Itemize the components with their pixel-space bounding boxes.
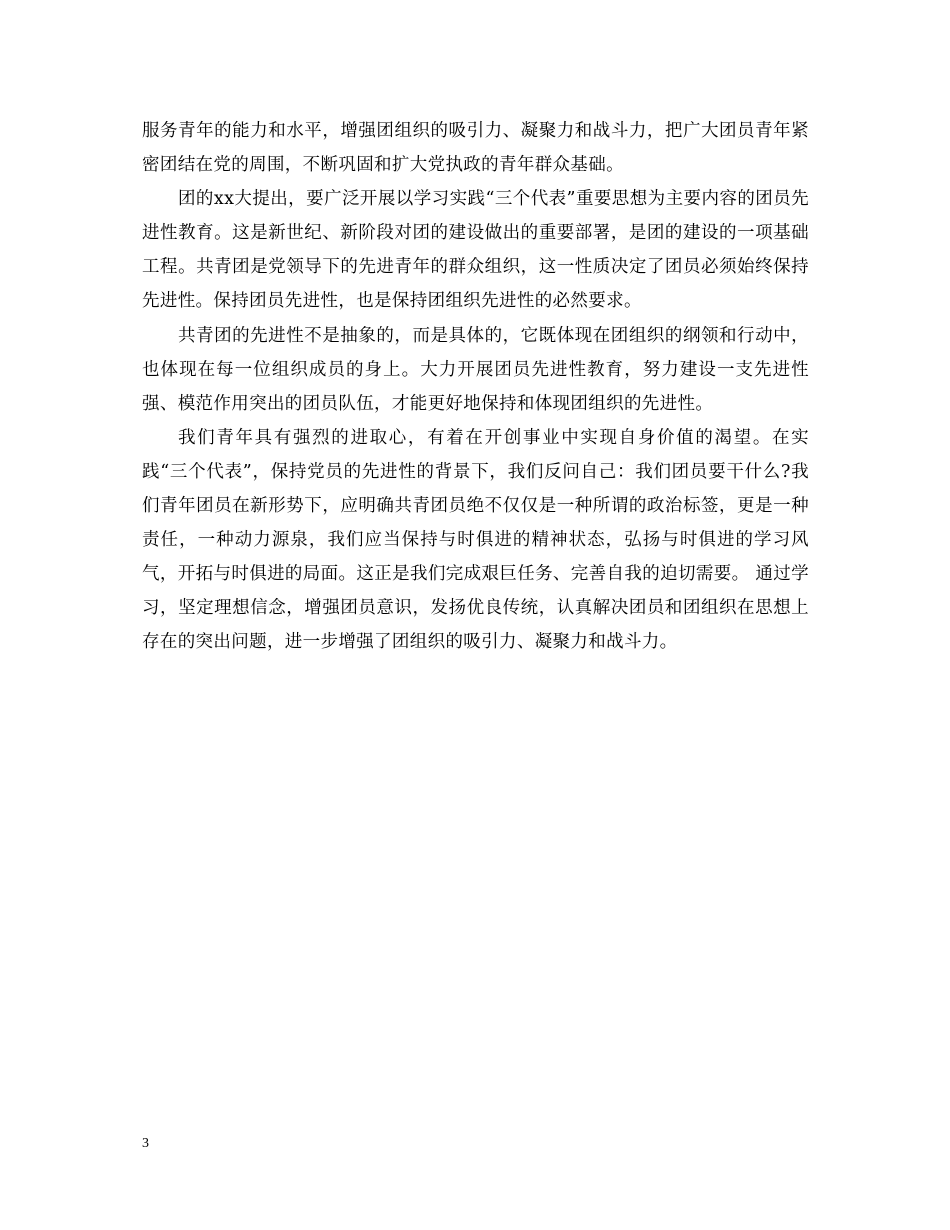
paragraph-3: 共青团的先进性不是抽象的，而是具体的，它既体现在团组织的纲领和行动中，也体现在每一位组织成员的身上。大力开展团员先进性教育，努力建设一支先进性强、模范作用突出的团员队伍，才能更好地保持和体现团组织的先进性。 — [142, 325, 809, 414]
page-number: 3 — [142, 1136, 149, 1151]
document-body — [142, 114, 809, 660]
paragraph-4: 我们青年具有强烈的进取心，有着在开创事业中实现自身价值的渴望。在实践“三个代表”，保持党员的先进性的背景下，我们反问自己：我们团员要干什么?我们青年团员在新形势下，应明确共青团员绝不仅仅是一种所谓的政治标签，更是一种责任，一种动力源泉，我们应当保持与时俱进的精神状态，弘扬与时俱进的学习风气，开拓与时俱进的局面。这正是我们完成艰巨任务、完善自我的迫切需要。 通过学习，坚定理想信念，增强团员意识，发扬优良传统，认真解决团员和团组织在思想上存在的突出问题，进一步增强了团组织的吸引力、凝聚力和战斗力。 — [142, 427, 809, 653]
paragraph-2: 团的xx大提出，要广泛开展以学习实践“三个代表”重要思想为主要内容的团员先进性教育。这是新世纪、新阶段对团的建设做出的重要部署，是团的建设的一项基础工程。共青团是党领导下的先进青年的群众组织，这一性质决定了团员必须始终保持先进性。保持团员先进性，也是保持团组织先进性的必然要求。 — [142, 189, 809, 312]
paragraph-1: 服务青年的能力和水平，增强团组织的吸引力、凝聚力和战斗力，把广大团员青年紧密团结在党的周围，不断巩固和扩大党执政的青年群众基础。 — [142, 121, 809, 176]
